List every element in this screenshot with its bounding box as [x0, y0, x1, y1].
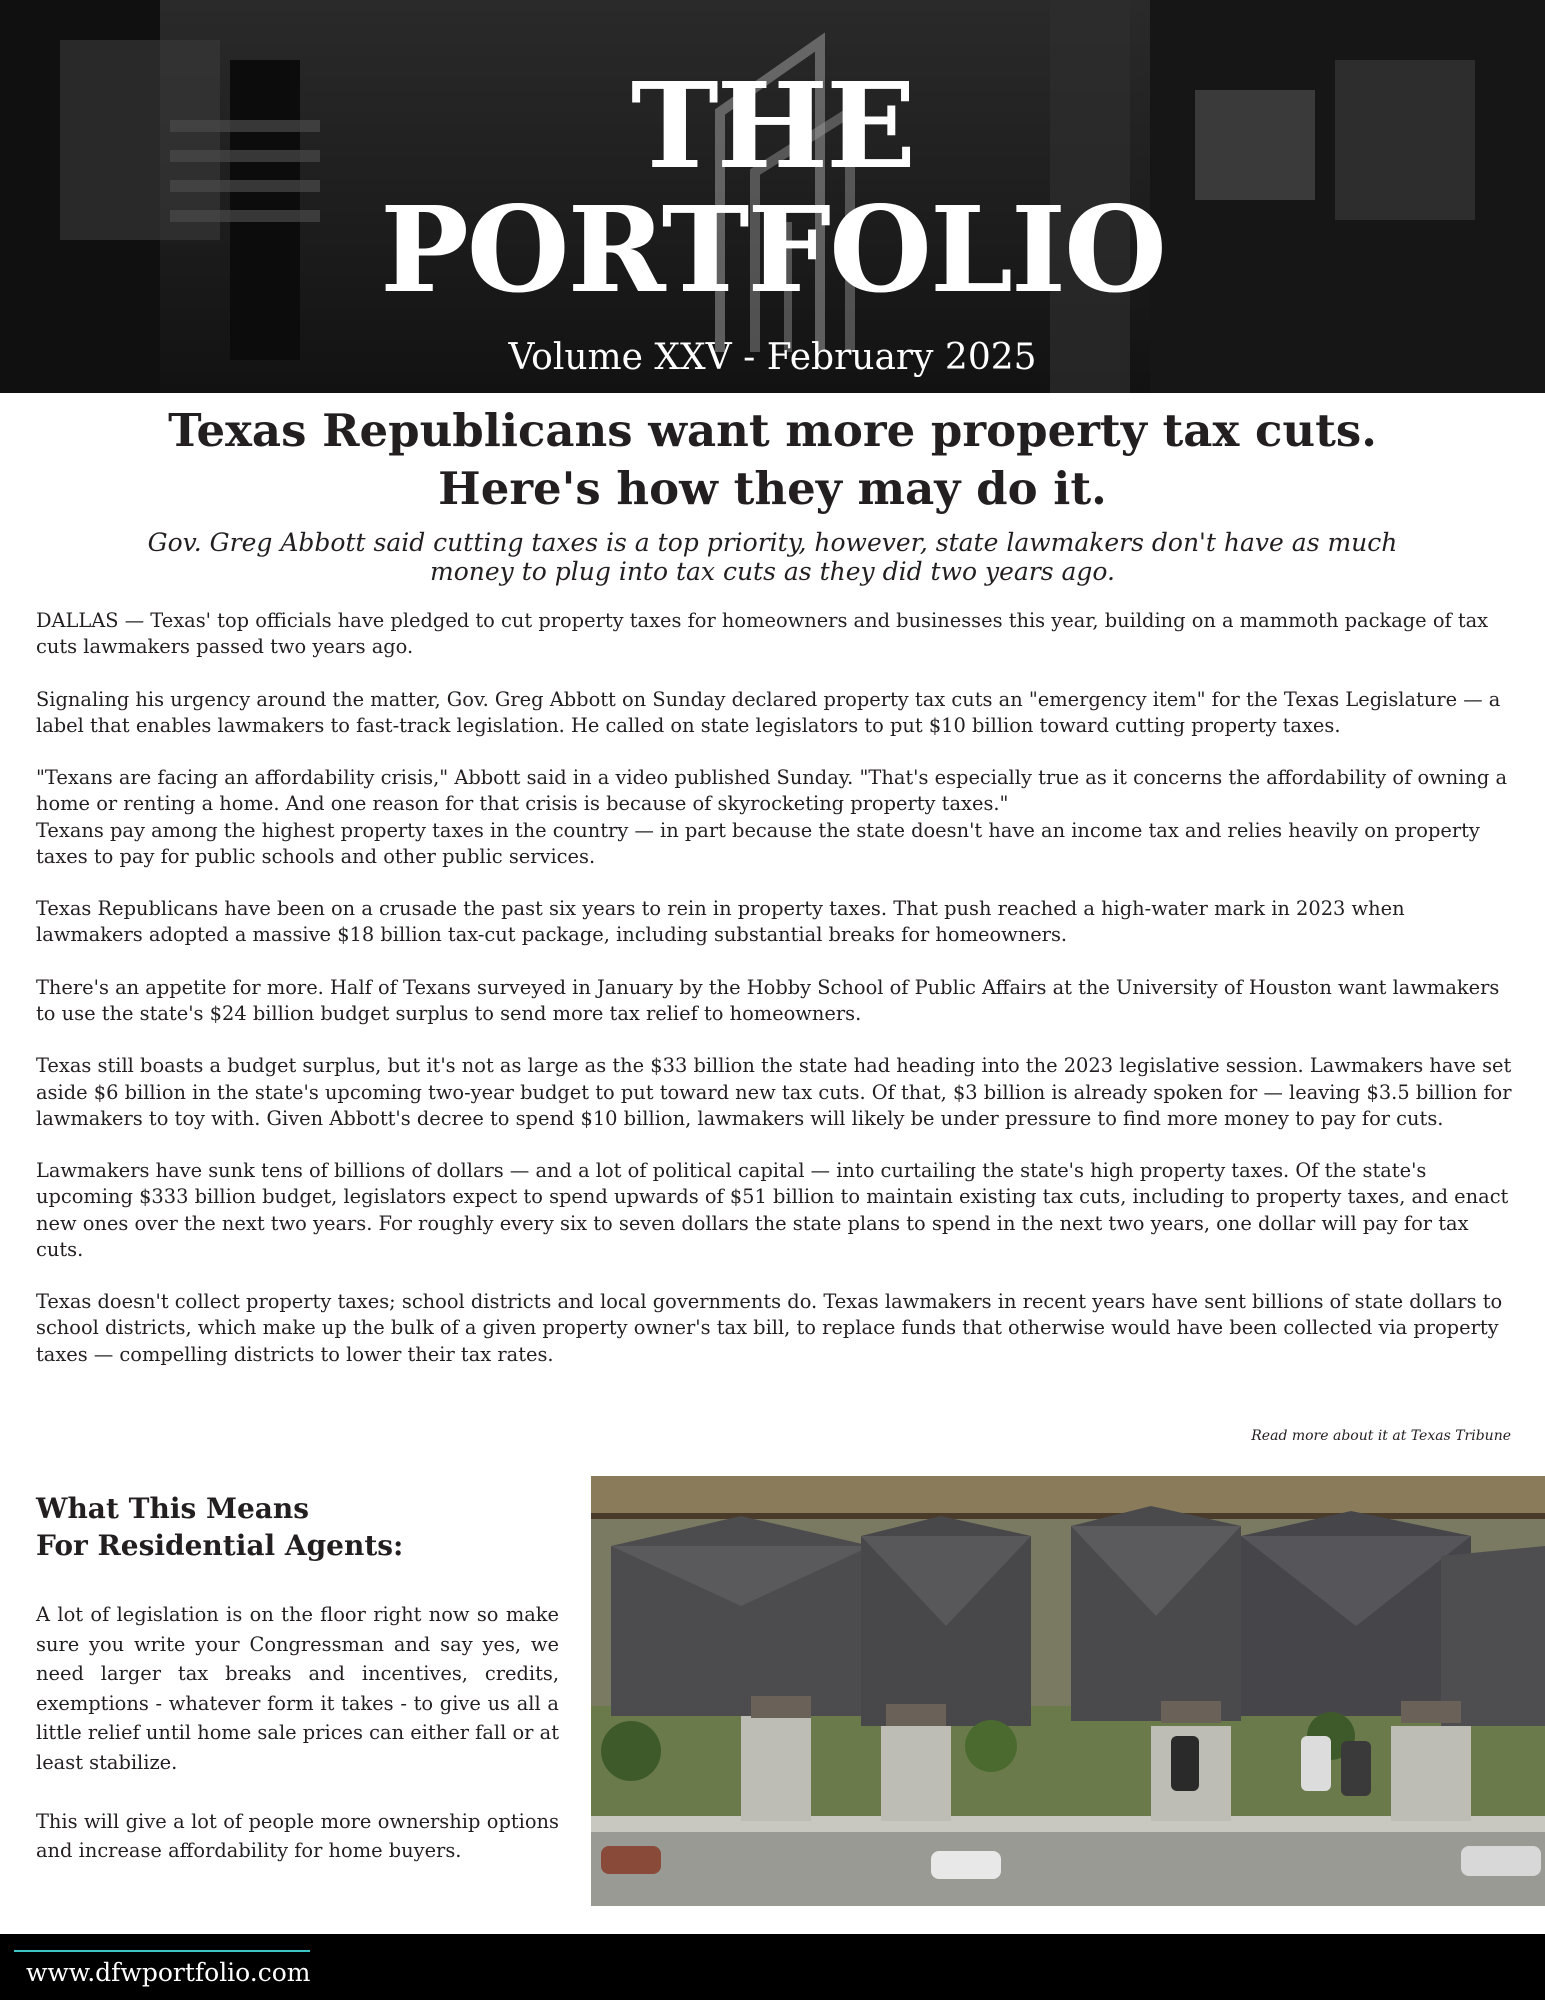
- sidebar-paragraph: This will give a lot of people more ownership options and increase affordability for home buyers.: [36, 1809, 559, 1862]
- article-body: [36, 608, 1514, 1368]
- neighborhood-illustration: [591, 1476, 1545, 1906]
- website-link[interactable]: www.dfwportfolio.com: [26, 1958, 311, 1987]
- publication-title: [0, 56, 1545, 319]
- article-paragraph: Texas doesn't collect property taxes; school districts and local governments do. Texas lawmakers in recent years have sent billions of state dollars to school districts, which make up the bulk of a given property owner's tax bill, to replace funds that otherwise would have been collected via property taxes — compelling districts to lower their tax rates.: [36, 1290, 1503, 1366]
- footer-accent-line: [14, 1950, 310, 1952]
- sidebar-heading-line1: What This Means: [36, 1492, 310, 1525]
- aerial-neighborhood-photo: [591, 1476, 1545, 1906]
- article-paragraph: Signaling his urgency around the matter, Gov. Greg Abbott on Sunday declared property tax cuts an "emergency item" for the Texas Legislature — a label that enables lawmakers to fast-track legislation. He called on state legislators to put $10 billion toward cutting property taxes.: [36, 687, 1501, 737]
- article-paragraph: Texas Republicans have been on a crusade the past six years to rein in property taxes. That push reached a high-water mark in 2023 when lawmakers adopted a massive $18 billion tax-cut package, including substantial breaks for homeowners.: [36, 897, 1405, 947]
- sidebar-body: [36, 1600, 559, 1895]
- publication-title-line1: THE: [630, 56, 915, 195]
- sidebar-heading: [36, 1490, 556, 1564]
- headline-line2: Here's how they may do it.: [438, 462, 1107, 515]
- sidebar-heading-line2: For Residential Agents:: [36, 1529, 404, 1562]
- read-more-link[interactable]: Read more about it at Texas Tribune: [1251, 1428, 1511, 1444]
- headline-line1: Texas Republicans want more property tax cuts.: [168, 404, 1377, 457]
- article-subhead: Gov. Greg Abbott said cutting taxes is a top priority, however, state lawmakers don't have as much money to plug into tax cuts as they did two years ago.: [147, 528, 1398, 586]
- article-paragraph: "Texans are facing an affordability crisis," Abbott said in a video published Sunday. "That's especially true as it concerns the affordability of owning a home or renting a home. And one reason for that crisis is because of skyrocketing property taxes.": [36, 766, 1508, 816]
- article-paragraph: Texas still boasts a budget surplus, but it's not as large as the $33 billion the state had heading into the 2023 legislative session. Lawmakers have set aside $6 billion in the state's upcoming two-year budget to put toward new tax cuts. Of that, $3 billion is already spoken for — leaving $3.5 billion for lawmakers to toy with. Given Abbott's decree to spend $10 billion, lawmakers will likely be under pressure to find more money to pay for cuts.: [36, 1054, 1512, 1130]
- article-paragraph: Lawmakers have sunk tens of billions of dollars — and a lot of political capital — into curtailing the state's high property taxes. Of the state's upcoming $333 billion budget, legislators expect to spend upwards of $51 billion to maintain existing tax cuts, including to property taxes, and enact new ones over the next two years. For roughly every six to seven dollars the state plans to spend in the next two years, one dollar will pay for tax cuts.: [36, 1159, 1509, 1261]
- sidebar-paragraph: A lot of legislation is on the floor right now so make sure you write your Congressman and say yes, we need larger tax breaks and incentives, credits, exemptions - whatever form it takes - to give us all a little relief until home sale prices can either fall or at least stabilize.: [36, 1603, 559, 1774]
- article-paragraph: Texans pay among the highest property taxes in the country — in part because the state doesn't have an income tax and relies heavily on property taxes to pay for public schools and other public services.: [36, 818, 1480, 868]
- publication-title-line2: PORTFOLIO: [380, 180, 1165, 319]
- article-paragraph: DALLAS — Texas' top officials have pledged to cut property taxes for homeowners and businesses this year, building on a mammoth package of tax cuts lawmakers passed two years ago.: [36, 609, 1489, 659]
- article-headline: [0, 402, 1545, 518]
- masthead-banner: [0, 0, 1545, 393]
- volume-date: Volume XXV - February 2025: [508, 337, 1037, 378]
- article-paragraph: There's an appetite for more. Half of Texans surveyed in January by the Hobby School of Public Affairs at the University of Houston want lawmakers to use the state's $24 billion budget surplus to send more tax relief to homeowners.: [36, 975, 1500, 1025]
